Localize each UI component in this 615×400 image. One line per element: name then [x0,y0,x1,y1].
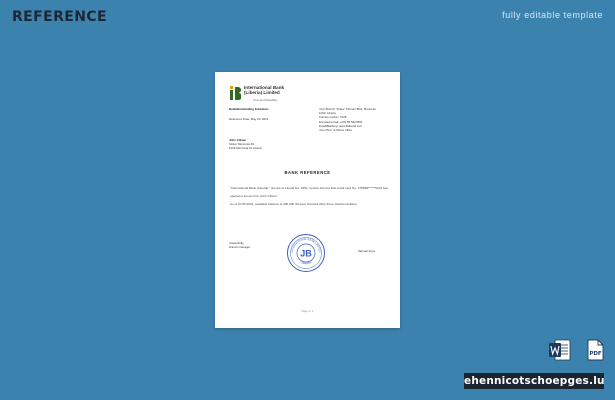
bank-seal-stamp [286,233,326,273]
document-preview[interactable] [215,72,400,328]
bank-name-line1: International Bank [244,85,285,90]
recipient-name: John Citizen [229,138,247,142]
branch-line: Your Plan: ul.Sinkor office [319,128,352,133]
bank-logo-icon [229,85,241,101]
reference-type: Bank/Outstanding Indication [229,107,269,111]
closing-block [229,241,250,249]
brand-watermark: ehennicotschoepges.lu [464,375,605,387]
branch-line: Your Branch: Sinkor Tubman Blvd, Monrovia [319,107,376,111]
body-paragraph-2: As of 20.05.2021, available balance is 300,000 Ibd (two hundred thirty three Liberian dollars). [230,202,358,206]
word-file-icon[interactable] [548,338,572,362]
svg-text:LIBERIA: LIBERIA [300,260,312,266]
branch-info [319,107,376,132]
branch-line: Transit number: 3728 [319,115,347,120]
pdf-file-icon[interactable] [583,338,607,362]
branch-line: Email/Banking: www.ibliberia.com [319,123,363,128]
page-header-title: REFERENCE [12,9,107,25]
svg-text:PDF: PDF [589,351,602,357]
svg-text:INTERNATIONAL BANK LIMITED: INTERNATIONAL BANK LIMITED [291,237,322,253]
reference-date: Reference Date: May 20, 2021 [229,117,269,121]
recipient-address [229,138,262,151]
closing-line: branch manager [229,245,251,250]
document-title: BANK REFERENCE [284,170,331,175]
branch-line: Encoded email: +231 55 5627890 [319,119,363,124]
signer-name: Samuel Koye [358,249,376,253]
closing-line: respectfully, [229,241,245,245]
recipient-line: Sinkor Monrovia 33, [229,142,255,147]
branch-line: 1000, Liberia [319,111,336,116]
bank-name-line2: (Liberia) Limited [244,90,280,96]
body-paragraph-1: "International Bank (Liberia)", license of Liberia No. 2451, hereby informs that credit card No. 478689******6222 has opened a account for John Citizen. [230,186,389,198]
svg-text:JB: JB [300,248,312,259]
recipient-line: 1000 Monrovia 10 Liberia [229,146,262,151]
bank-tagline: Trust and Reliability [253,98,278,102]
bank-name [244,85,284,95]
page-number: Page 1 / 1 [301,310,314,313]
page-header-subtitle: fully editable template [502,10,603,20]
